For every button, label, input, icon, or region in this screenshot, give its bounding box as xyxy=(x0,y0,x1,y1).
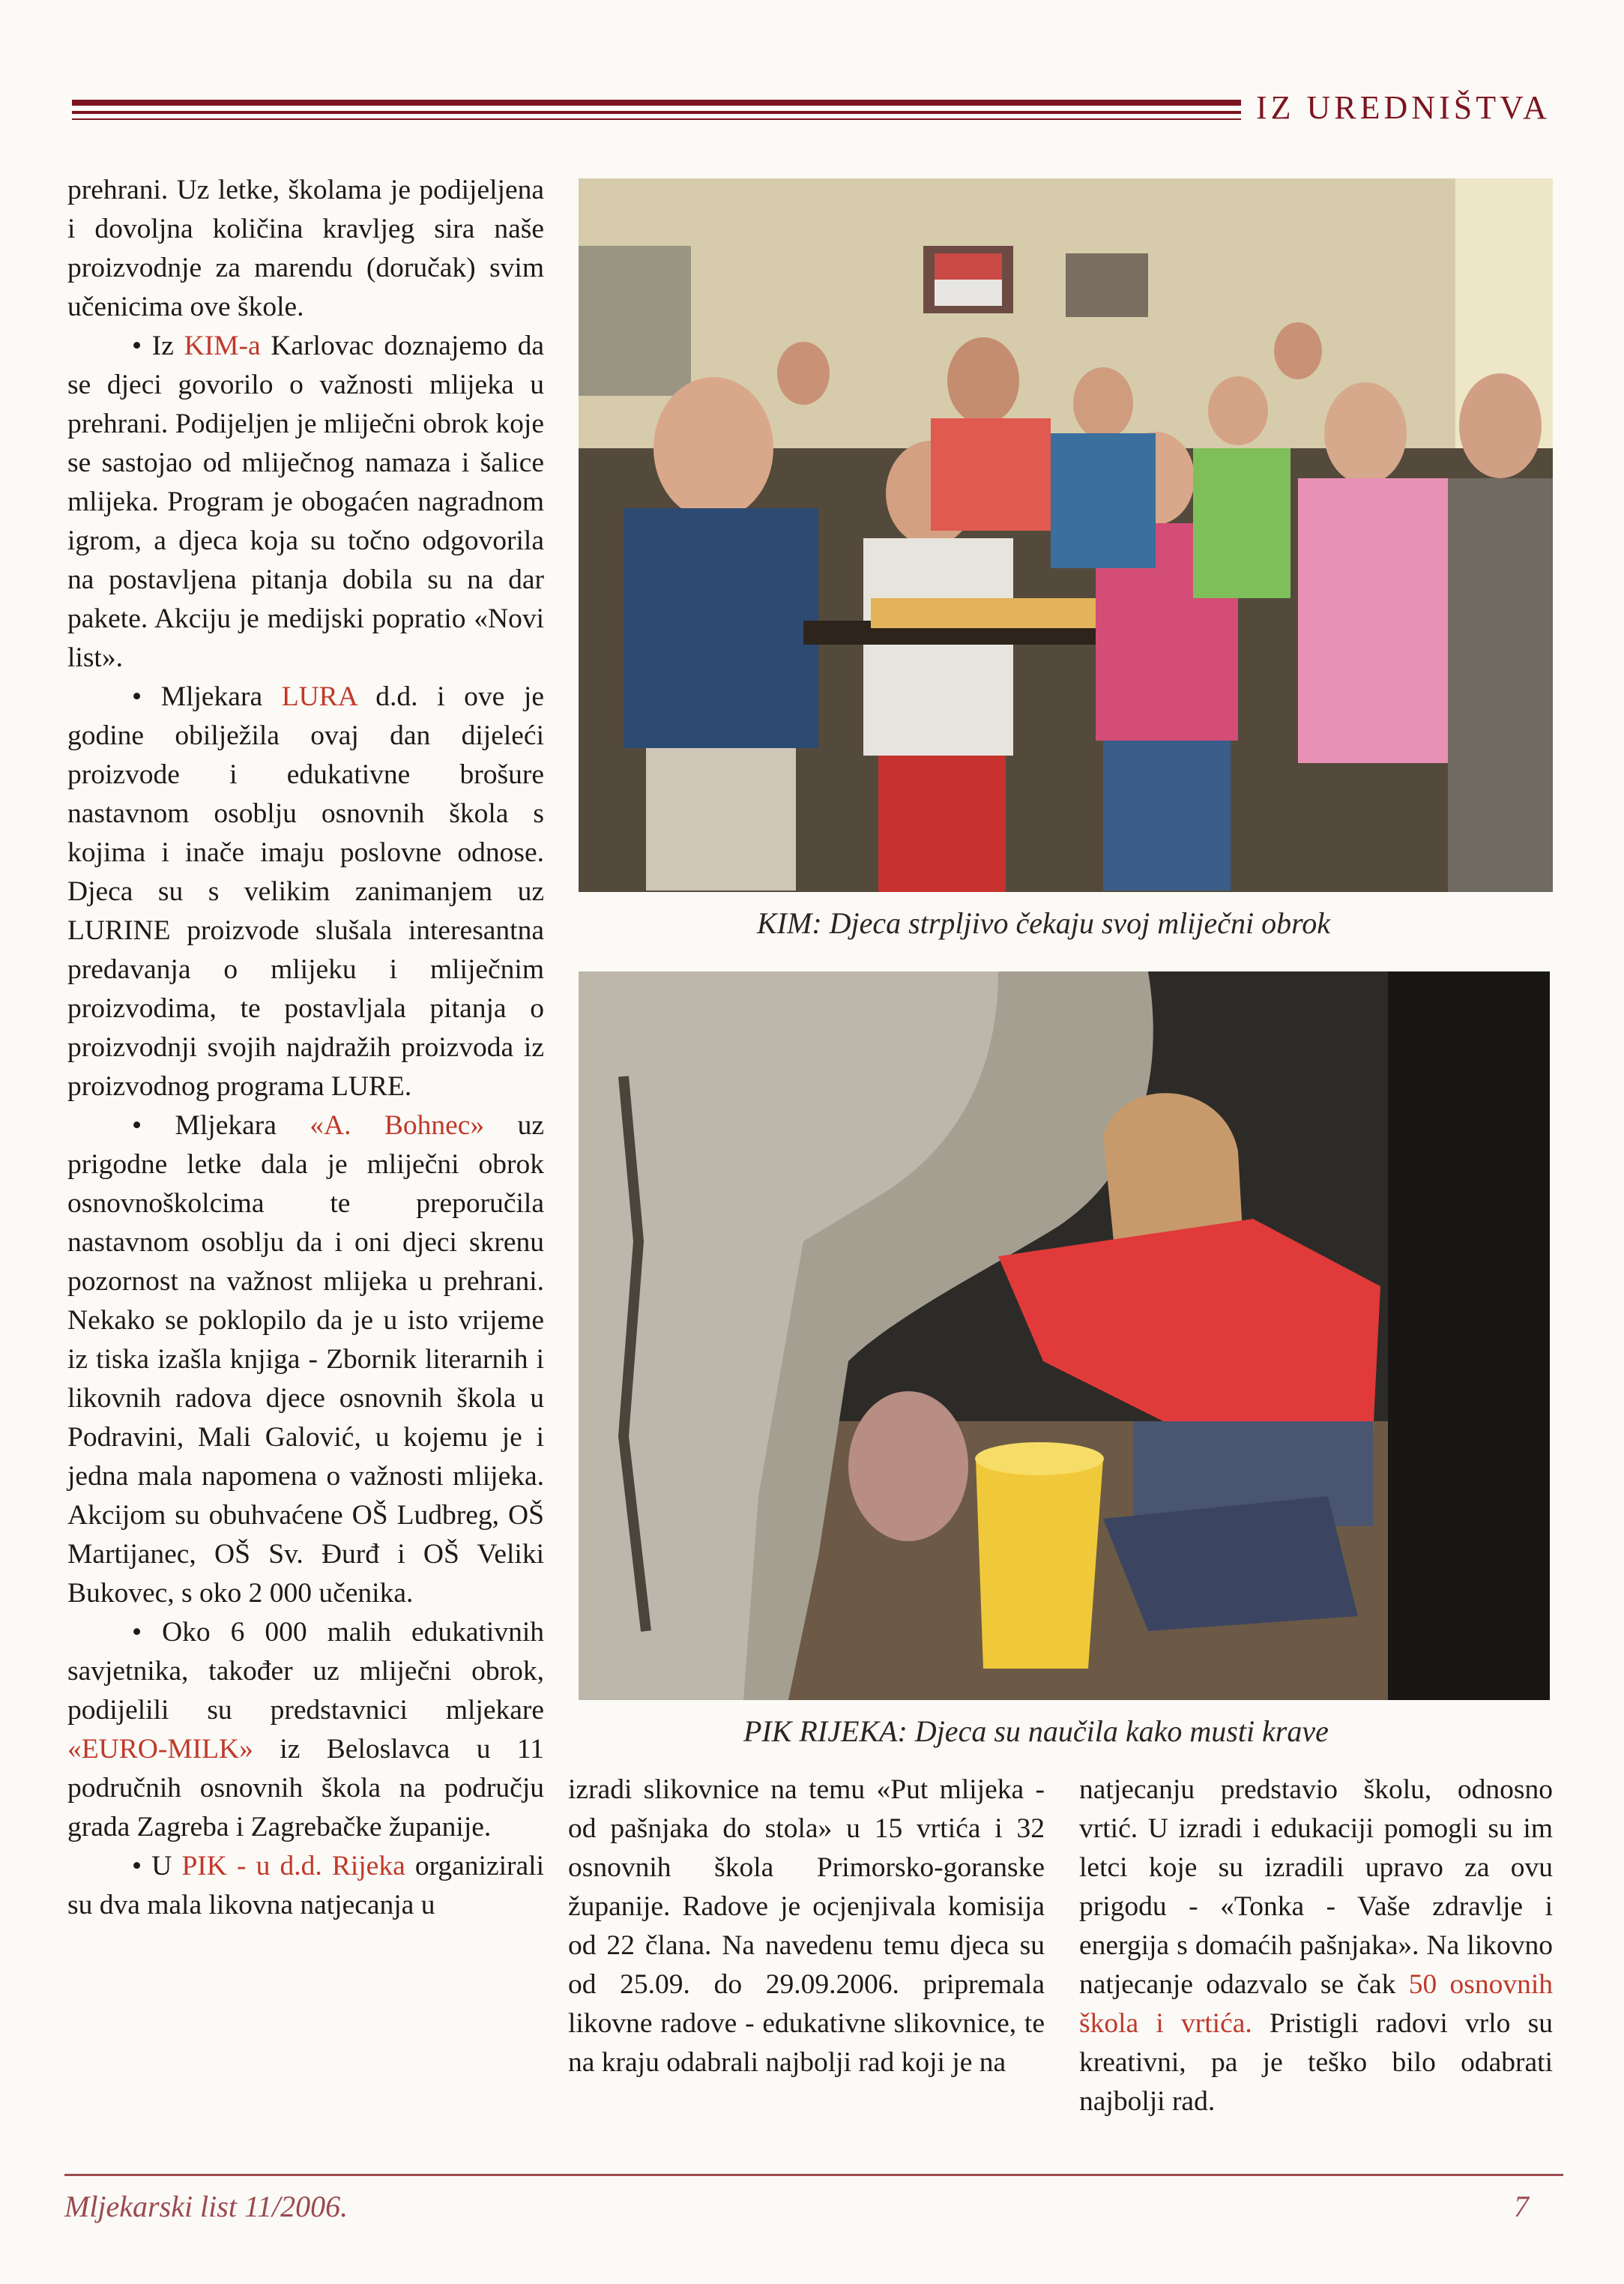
paragraph-lura: • Mljekara LURA d.d. i ove je godine obilježila ovaj dan dijeleći proizvode i edukativne brošure nastavnom osoblju osnovnih škola s kojima i inače imaju poslovne odnose. Djeca su s velikim zanimanjem uz LURINE proizvode slušala interesantna predavanja o mlijeku i mliječnim proizvodima, te postavljala pitanja o proizvodnji svojih najdražih proizvoda iz proizvodnog programa LURE. xyxy=(67,681,544,1102)
footer-rule xyxy=(64,2174,1563,2176)
header-rule-medium xyxy=(72,111,1241,114)
middle-column xyxy=(568,1771,1045,2082)
highlight-kim: KIM-a xyxy=(184,331,261,361)
photo-pik-milking xyxy=(579,971,1550,1700)
highlight-euromilk: «EURO-MILK» xyxy=(67,1734,253,1765)
paragraph-intro: prehrani. Uz letke, školama je podijeljena i dovoljna količina kravljeg sira naše proizvodnje za marendu (doručak) svim učenicima ove škole. xyxy=(67,175,544,322)
header-rule-thin xyxy=(72,118,1241,120)
highlight-lura: LURA xyxy=(281,681,357,712)
paragraph-right: natjecanju predstavio školu, odnosno vrtić. U izradi i edukaciji pomogli su im letci koje su izradili upravo za ovu prigodu - «Tonka - Vaše zdravlje i energija s domaćih pašnjaka». Na likovno natjecanje odazvalo se čak 50 osnovnih škola i vrtića. Pristigli radovi vrlo su kreativni, pa je teško bilo odabrati najbolji rad. xyxy=(1079,1774,1554,2117)
caption-photo-pik: PIK RIJEKA: Djeca su naučila kako musti krave xyxy=(743,1714,1329,1748)
paragraph-kim: • Iz KIM-a Karlovac doznajemo da se djeci govorilo o važnosti mlijeka u prehrani. Podijeljen je mliječni obrok koje se sastojao od mliječnog namaza i šalice mlijeka. Program je obogaćen nagradnom igrom, a djeca koja su točno odgovorila na postavljena pitanja dobila su na dar pakete. Akciju je medijski popratio «Novi list». xyxy=(67,331,544,673)
section-label: IZ UREDNIŠTVA xyxy=(1256,89,1551,126)
highlight-pik: PIK - u d.d. Rijeka xyxy=(181,1851,405,1881)
page-number: 7 xyxy=(1514,2190,1529,2223)
caption-photo-kim: KIM: Djeca strpljivo čekaju svoj mliječni obrok xyxy=(757,906,1330,940)
highlight-50-schools: 50 osnovnih škola i vrtića. xyxy=(1079,1969,1554,2039)
paragraph-middle: izradi slikovnice na temu «Put mlijeka - od pašnjaka do stola» u 15 vrtića i 32 osnovnih škola Primorsko-goranske županije. Radove je ocjenjivala komisija od 22 člana. Na navedenu temu djeca su od 25.09. do 29.09.2006. pripremala likovne radove - edukativne slikovnice, te na kraju odabrali najbolji rad koji je na xyxy=(568,1774,1045,2078)
left-column xyxy=(67,171,544,1925)
header-rule-thick xyxy=(72,100,1241,106)
paragraph-bohnec: • Mljekara «A. Bohnec» uz prigodne letke dala je mliječni obrok osnovnoškolcima te preporučila nastavnom osoblju da i oni djeci skrenu pozornost na važnost mlijeka u prehrani. Nekako se poklopilo da je u isto vrijeme iz tiska izašla knjiga - Zbornik literarnih i likovnih radova djece osnovnih škola u Podravini, Mali Galović, u kojemu je i jedna mala napomena o važnosti mlijeka. Akcijom su obuhvaćene OŠ Ludbreg, OŠ Martijanec, OŠ Sv. Đurđ i OŠ Veliki Bukovec, s oko 2 000 učenika. xyxy=(67,1110,544,1609)
right-column xyxy=(1079,1771,1553,2121)
photo-kim-children xyxy=(579,178,1553,892)
paragraph-pik: • U PIK - u d.d. Rijeka organizirali su dva mala likovna natjecanja u xyxy=(67,1851,544,1920)
highlight-bohnec: «A. Bohnec» xyxy=(310,1110,485,1141)
footer-publication: Mljekarski list 11/2006. xyxy=(64,2190,348,2223)
paragraph-euromilk: • Oko 6 000 malih edukativnih savjetnika, također uz mliječni obrok, podijelili su predstavnici mljekare «EURO-MILK» iz Beloslavca u 11 područnih osnovnih škola na području grada Zagreba i Zagrebačke županije. xyxy=(67,1617,544,1842)
